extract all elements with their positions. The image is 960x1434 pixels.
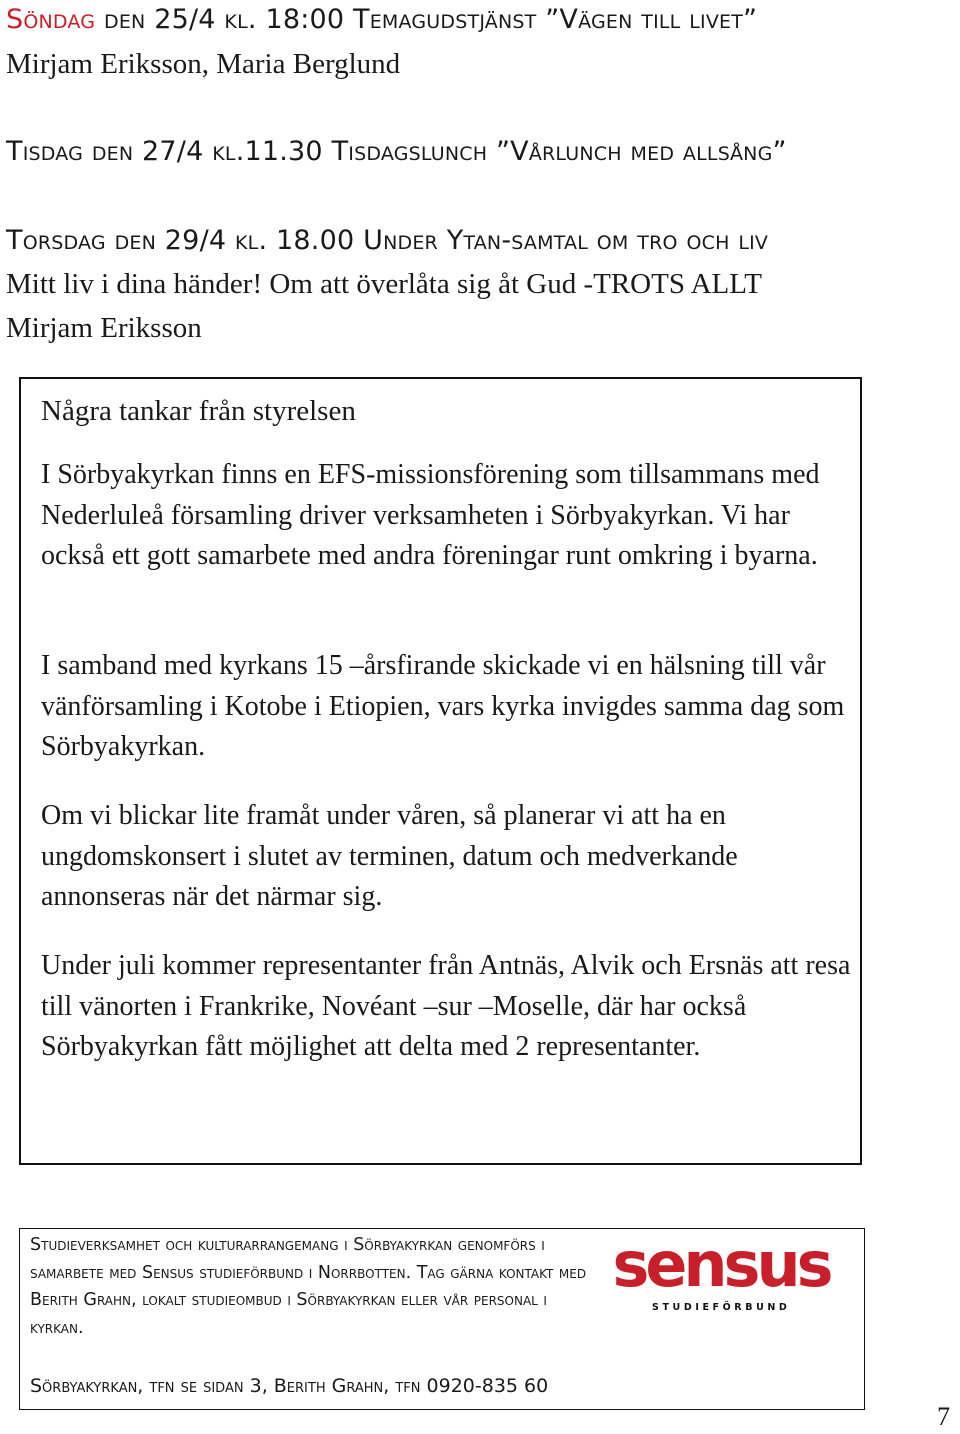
board-paragraph: I samband med kyrkans 15 –årsfirande skickade vi en hälsning till vår vänförsamling i Kotobe i Etiopien, vars kyrka invigdes samma dag som Sörbyakyrkan. [41, 650, 845, 763]
event-3-line-2: Mirjam Eriksson [6, 312, 202, 344]
event-2-heading: Tisdag den 27/4 kl.11.30 Tisdagslunch ”Vårlunch med allsång” [6, 136, 787, 167]
sensus-logo [586, 1228, 856, 1319]
contact-line: Sörbyakyrkan, tfn se sidan 3, Berith Grahn, tfn 0920-835 60 [30, 1375, 549, 1397]
board-paragraph: I Sörbyakyrkan finns en EFS-missionsförening som tillsammans med Nederluleå församling driver verksamheten i Sörbyakyrkan. Vi har också ett gott samarbete med andra föreningar runt omkring i byarna. [41, 459, 820, 572]
sensus-logo-subtitle: STUDIEFÖRBUND [652, 1302, 791, 1313]
board-paragraph: Under juli kommer representanter från Antnäs, Alvik och Ersnäs att resa till vänorten i Frankrike, Novéant –sur –Moselle, där har också Sörbyakyrkan fått möjlighet att delta med 2 representanter. [41, 950, 851, 1063]
board-notes-title: Några tankar från styrelsen [41, 395, 356, 427]
study-info-box [19, 1228, 865, 1410]
event-1-day: Söndag [6, 4, 96, 35]
event-1-heading [6, 3, 757, 37]
event-3-heading: Torsdag den 29/4 kl. 18.00 Under Ytan-samtal om tro och liv [6, 225, 769, 256]
event-3-line-1: Mitt liv i dina händer! Om att överlåta sig åt Gud -TROTS ALLT [6, 268, 763, 300]
sensus-logo-wordmark: sensus [612, 1228, 830, 1301]
study-info-text: Studieverksamhet och kulturarrangemang i Sörbyakyrkan genomförs i samarbete med Sensus studieförbund i Norrbotten. Tag gärna kontakt med Berith Grahn, lokalt studieombud i Sörbyakyrkan eller vår personal i kyrkan. [30, 1235, 587, 1338]
event-1-line-1: Mirjam Eriksson, Maria Berglund [6, 48, 401, 80]
event-1-title: den 25/4 kl. 18:00 Temagudstjänst ”Vägen till livet” [95, 4, 758, 35]
board-notes-box [19, 377, 862, 1165]
board-paragraph: Om vi blickar lite framåt under våren, så planerar vi att ha en ungdomskonsert i slutet av terminen, datum och medverkande annonseras när det närmar sig. [41, 800, 738, 913]
page-number: 7 [937, 1402, 950, 1431]
